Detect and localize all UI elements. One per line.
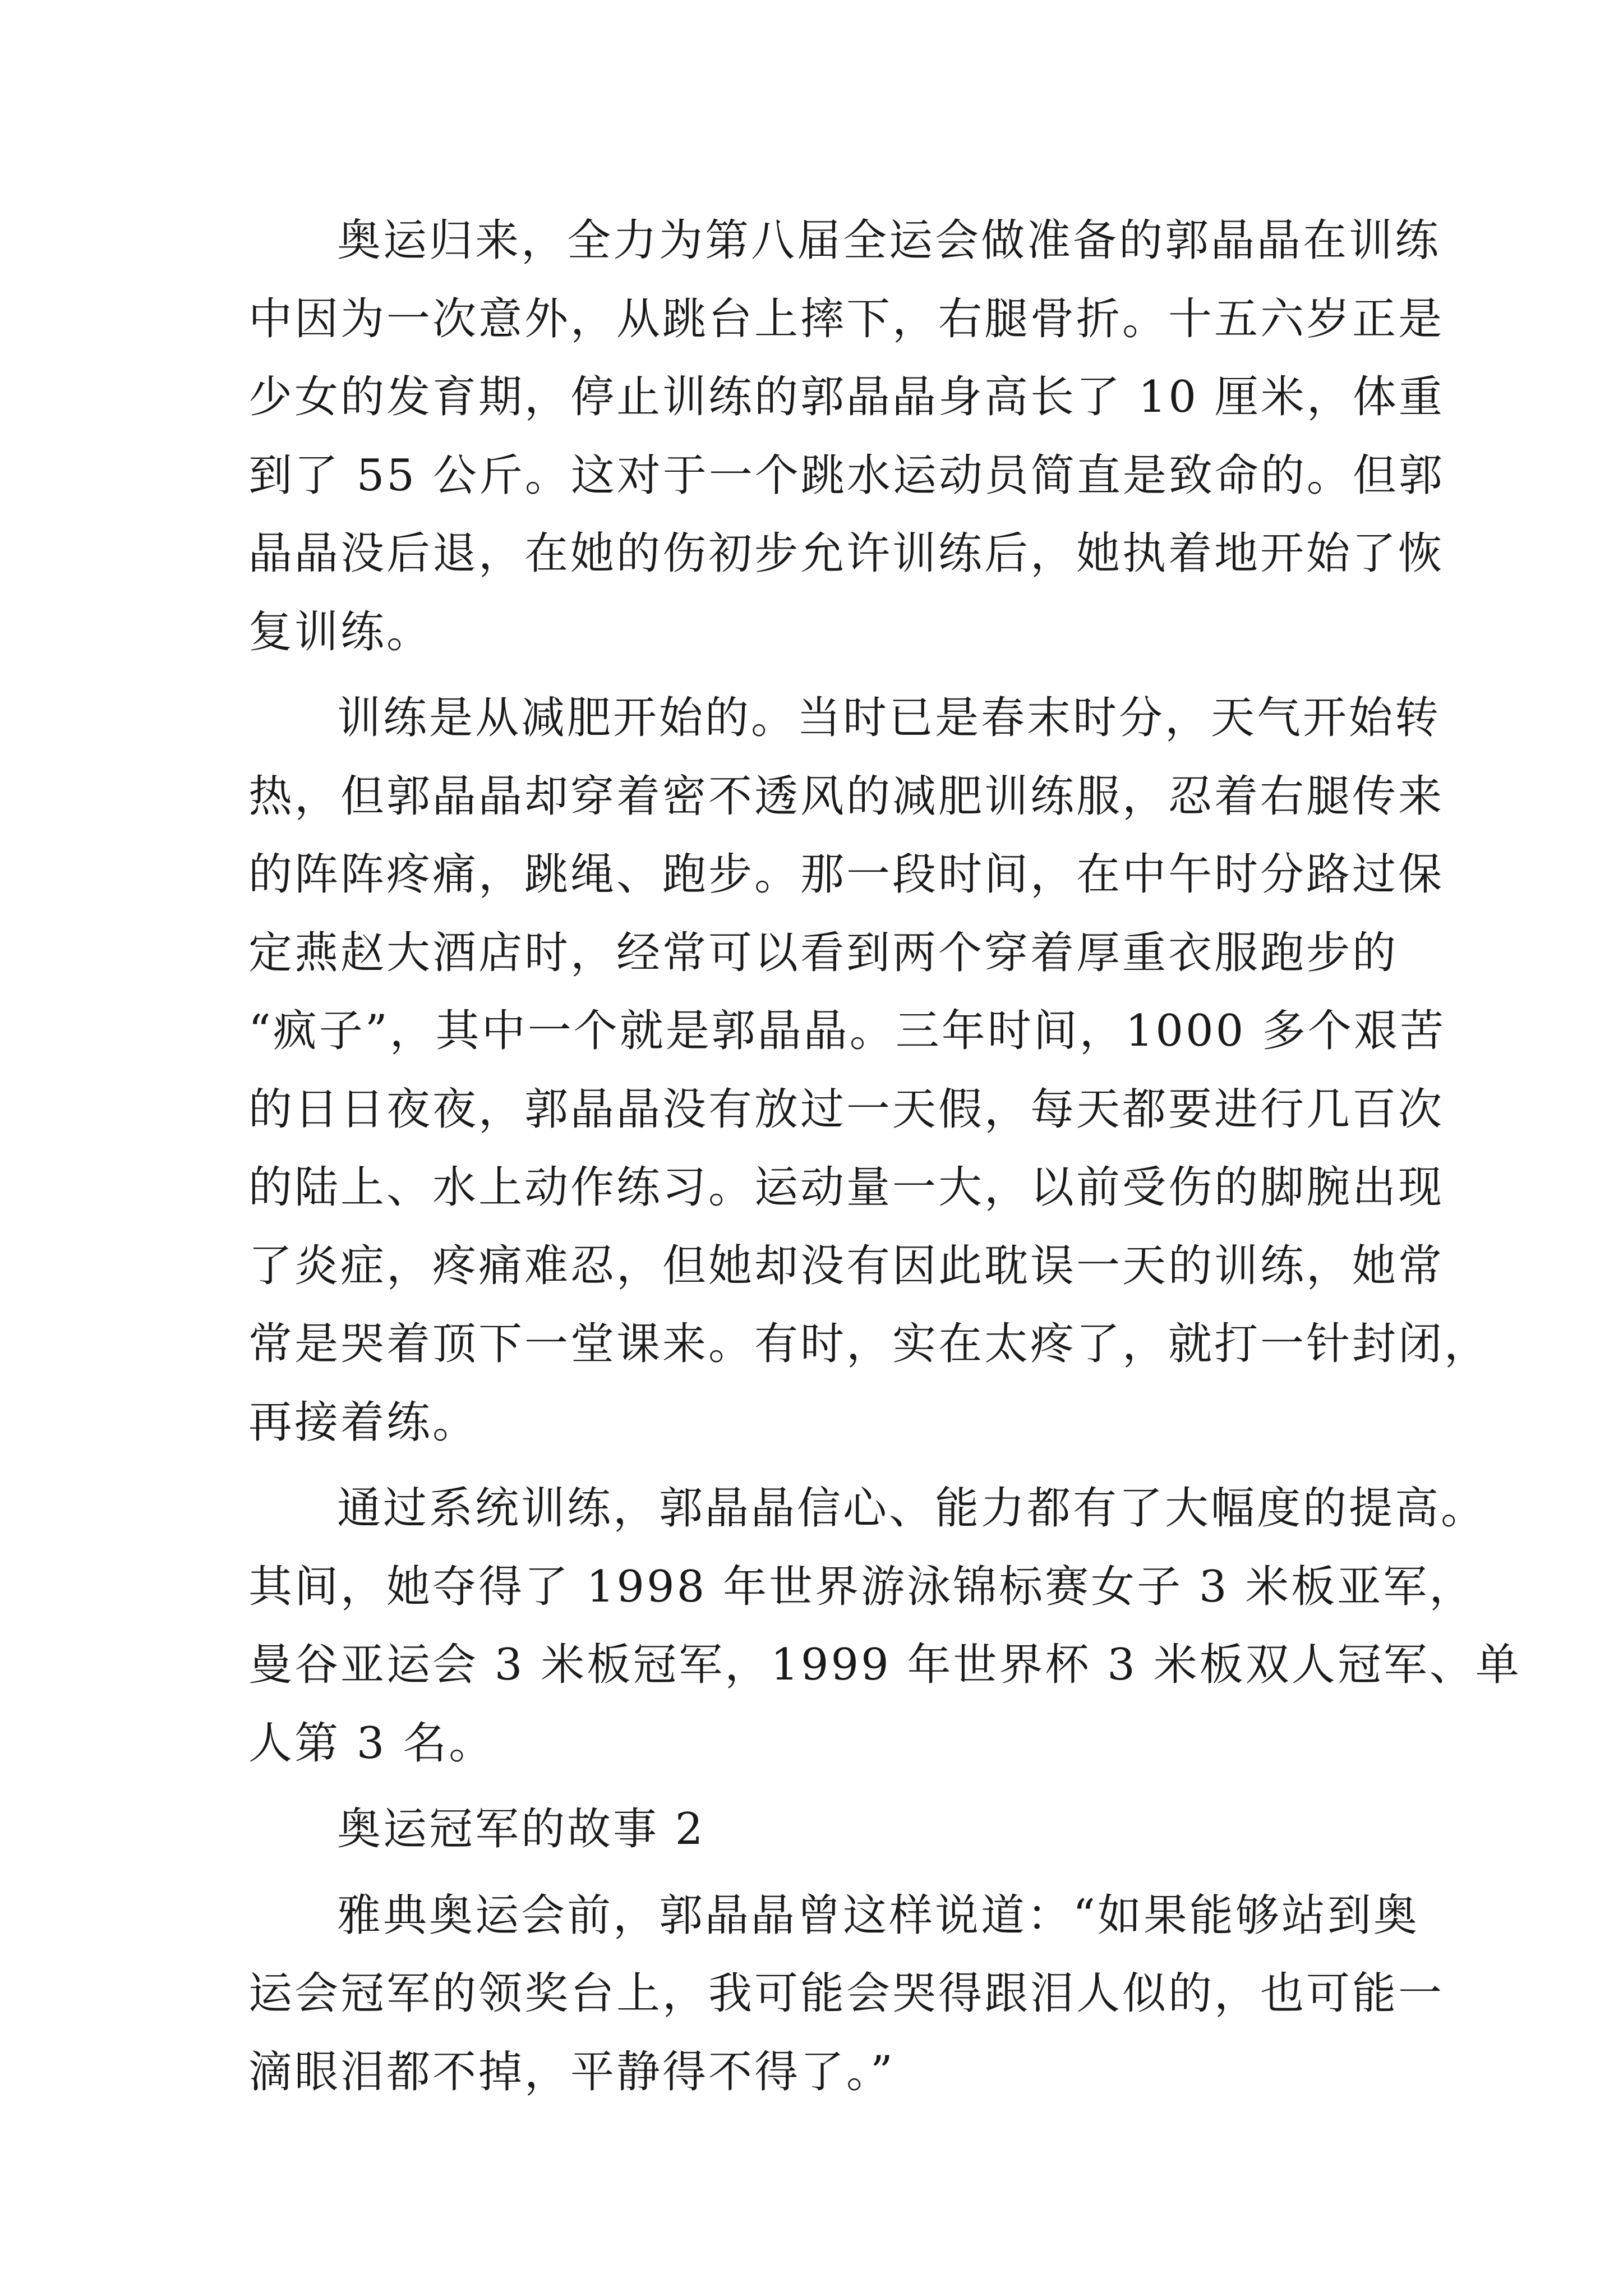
paragraph-line: 常是哭着顶下一堂课来。有时，实在太疼了，就打一针封闭，	[248, 1319, 1491, 1369]
paragraph-line: 中因为一次意外，从跳台上摔下，右腿骨折。十五六岁正是	[248, 293, 1445, 344]
paragraph-2	[248, 679, 1491, 1462]
paragraph-3	[248, 1470, 1521, 1783]
paragraph-line: 滴眼泪都不掉，平静得不得了。”	[248, 2046, 895, 2097]
paragraph-line: 的陆上、水上动作练习。运动量一大，以前受伤的脚腕出现	[248, 1162, 1445, 1213]
paragraph-line: 再接着练。	[248, 1397, 479, 1448]
paragraph-line: 的日日夜夜，郭晶晶没有放过一天假，每天都要进行几百次	[248, 1084, 1445, 1135]
paragraph-line: 了炎症，疼痛难忍，但她却没有因此耽误一天的训练，她常	[248, 1240, 1445, 1291]
paragraph-line: 的阵阵疼痛，跳绳、跑步。那一段时间，在中午时分路过保	[248, 849, 1445, 900]
paragraph-1	[248, 202, 1445, 671]
paragraph-line: “疯子”，其中一个就是郭晶晶。三年时间，1000 多个艰苦	[248, 1006, 1446, 1056]
paragraph-line: 少女的发育期，停止训练的郭晶晶身高长了 10 厘米，体重	[248, 372, 1445, 422]
paragraph-line: 雅典奥运会前，郭晶晶曾这样说道：“如果能够站到奥	[337, 1890, 1419, 1941]
paragraph-line: 人第 3 名。	[248, 1718, 495, 1769]
paragraph-line: 奥运归来，全力为第八届全运会做准备的郭晶晶在训练	[337, 215, 1441, 266]
section-heading	[248, 1791, 1393, 1869]
paragraph-line: 到了 55 公斤。这对于一个跳水运动员简直是致命的。但郭	[248, 450, 1445, 501]
paragraph-line: 训练是从减肥开始的。当时已是春末时分，天气开始转	[337, 693, 1441, 743]
paragraph-line: 热，但郭晶晶却穿着密不透风的减肥训练服，忍着右腿传来	[248, 771, 1445, 822]
paragraph-line: 定燕赵大酒店时，经常可以看到两个穿着厚重衣服跑步的	[248, 927, 1399, 978]
paragraph-line: 复训练。	[248, 606, 433, 657]
paragraph-5	[248, 1877, 1445, 2112]
paragraph-line: 通过系统训练，郭晶晶信心、能力都有了大幅度的提高。	[337, 1483, 1487, 1534]
paragraph-line: 其间，她夺得了 1998 年世界游泳锦标赛女子 3 米板亚军，	[248, 1561, 1476, 1612]
paragraph-line: 晶晶没后退，在她的伤初步允许训练后，她执着地开始了恢	[248, 528, 1445, 579]
paragraph-line: 曼谷亚运会 3 米板冠军，1999 年世界杯 3 米板双人冠军、单	[248, 1640, 1521, 1690]
paragraph-line: 运会冠军的领奖台上，我可能会哭得跟泪人似的，也可能一	[248, 1968, 1445, 2019]
document-body	[248, 202, 1521, 2111]
section-heading-text: 奥运冠军的故事 2	[337, 1804, 706, 1855]
